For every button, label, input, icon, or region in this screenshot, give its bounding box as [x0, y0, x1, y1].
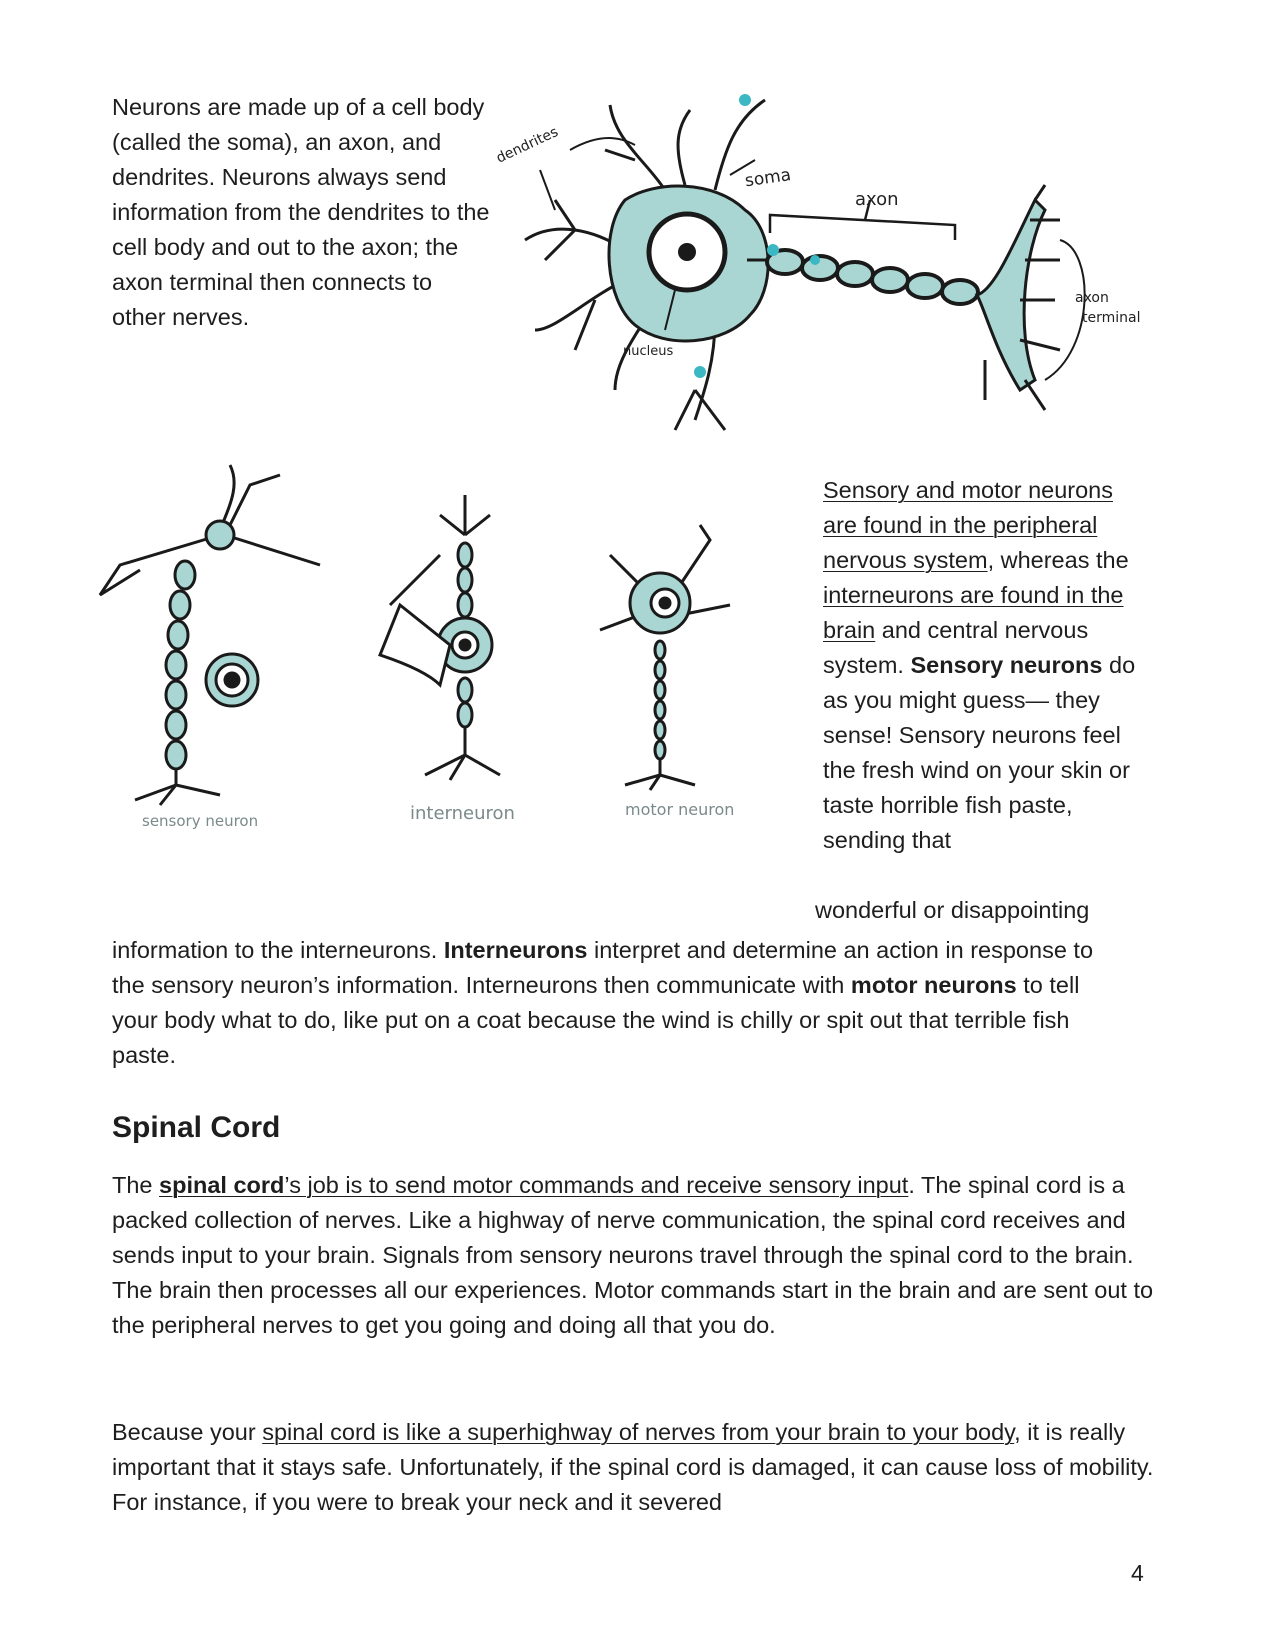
- label-sensory-neuron: sensory neuron: [142, 812, 259, 830]
- underlined-text: Sensory and motor neurons are found in the peripheral nervous system: [823, 477, 1113, 573]
- motor-neuron-drawing: [600, 525, 730, 790]
- text-line: wonderful or disappointing: [815, 897, 1090, 923]
- interneurons-paragraph: [112, 933, 1112, 1073]
- section-heading: Spinal Cord: [112, 1111, 281, 1144]
- text-span: information to the interneurons.: [112, 937, 444, 963]
- label-axon: axon: [855, 189, 899, 210]
- neuron-anatomy-diagram: [493, 90, 1215, 450]
- axon-myelin-beads: [767, 250, 978, 304]
- text-span: , whereas the: [987, 547, 1129, 573]
- bold-term: Interneurons: [443, 937, 588, 963]
- neuron-types-paragraph: [823, 473, 1145, 858]
- interneuron-drawing: [380, 495, 500, 780]
- page-number: 4: [1131, 1560, 1144, 1586]
- label-axon-terminal: axon: [1075, 290, 1109, 306]
- underlined-text: spinal cord is like a superhighway of nerves from your brain to your body: [262, 1419, 1015, 1445]
- text-span: The: [112, 1172, 160, 1198]
- underlined-text: interneurons are found in the brain: [823, 582, 1124, 643]
- spinal-cord-safety-paragraph: [112, 1415, 1157, 1520]
- label-nucleus: nucleus: [623, 344, 674, 359]
- text-span: , it is really important that it stays safe. Unfortunately, if the spinal cord is damaged, it can cause loss of mobility. For instance, if you were to break your neck and it severed: [112, 1419, 1154, 1515]
- text-span: to tell your body what to do, like put on a coat because the wind is chilly or spit out that terrible fish paste.: [112, 972, 1080, 1068]
- text-span: and central nervous system.: [823, 617, 1089, 678]
- label-soma: soma: [743, 165, 793, 192]
- bold-term: motor neurons: [850, 972, 1017, 998]
- neuron-types-illustration: [80, 455, 770, 875]
- text-span: do as you might guess— they sense! Sensory neurons feel the fresh wind on your skin or taste horrible fish paste, sending that: [823, 652, 1136, 853]
- bold-term: spinal cord: [159, 1172, 285, 1198]
- label-motor-neuron: motor neuron: [625, 800, 735, 819]
- label-axon-terminal: terminal: [1082, 310, 1141, 326]
- text-span: . The spinal cord is a packed collection of nerves. Like a highway of nerve communication, the spinal cord receives and sends input to your brain. Signals from sensory neurons travel through the spinal cord to the brain. The brain then processes all our experiences. Motor commands start in the brain and are sent out to the peripheral nerves to get you going and doing all that you do.: [112, 1172, 1154, 1338]
- sensory-neuron-drawing: [100, 465, 320, 805]
- text-span: Because your: [112, 1419, 263, 1445]
- text-span: interpret and determine an action in response to the sensory neuron’s information. Interneurons then communicate with: [112, 937, 1094, 998]
- label-dendrites: dendrites: [493, 124, 561, 167]
- spinal-cord-paragraph: [112, 1168, 1157, 1343]
- intro-paragraph: Neurons are made up of a cell body (called the soma), an axon, and dendrites. Neurons always send information from the dendrites to the cell body and out to the axon; the axon terminal then connects to other nerves.: [112, 94, 490, 330]
- bold-term: Sensory neurons: [910, 652, 1103, 678]
- underlined-text: ’s job is to send motor commands and receive sensory input: [284, 1172, 909, 1198]
- label-interneuron: interneuron: [410, 803, 515, 824]
